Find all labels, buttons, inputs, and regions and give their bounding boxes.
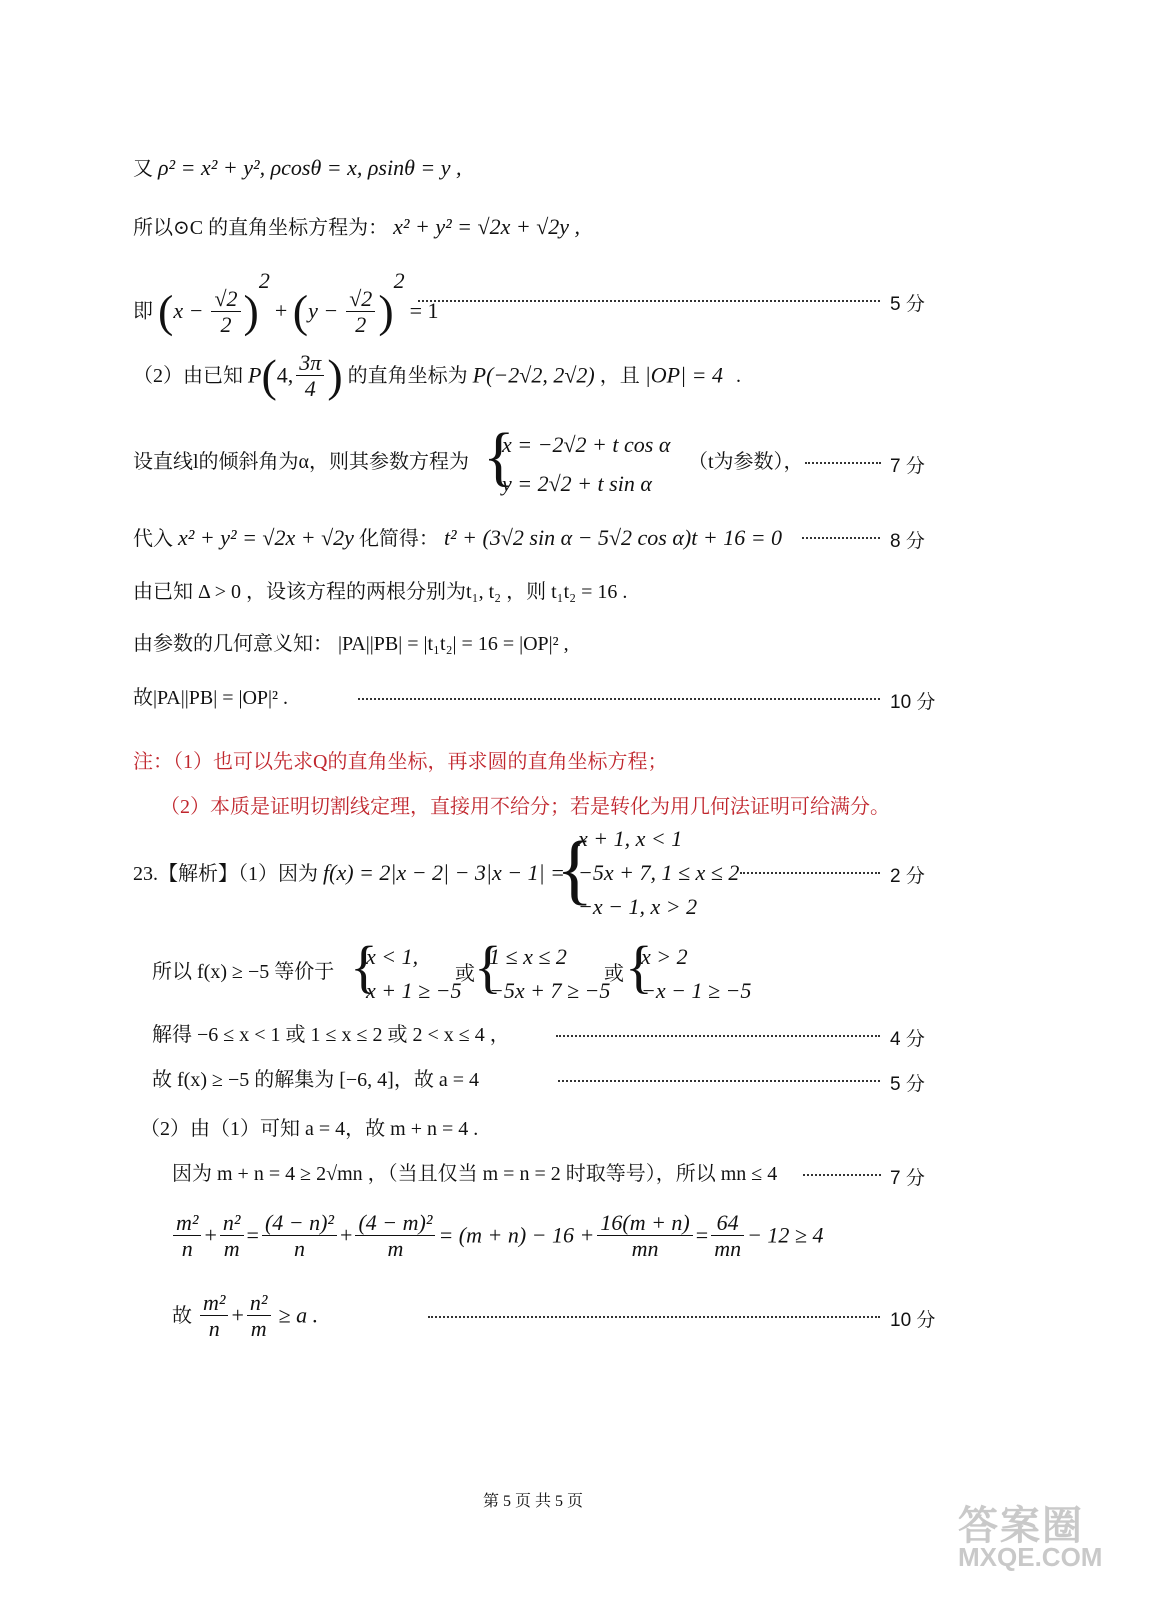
line-final: 故 $\frac{\text{m²}}{n}$ + $\frac{\text{n²}}{m}$ ≥ a . [172, 1290, 319, 1342]
score-7b: 7 分 [890, 1168, 925, 1189]
note-2: （2）本质是证明切割线定理，直接用不给分；若是转化为用几何法证明可给满分。 [160, 796, 890, 818]
score-4: 4 分 [890, 1029, 925, 1050]
score-10a: 10 分 [890, 692, 936, 713]
dot-leader-4 [556, 1035, 880, 1037]
dot-leader-10a [358, 698, 880, 700]
param-eq-x: x = −2√2 + t cos α [502, 432, 671, 457]
sys-c-2: −x − 1 ≥ −5 [641, 978, 752, 1003]
line-solution-set: 故 f(x) ≥ −5 的解集为 [−6, 4]，故 a = 4 [152, 1069, 479, 1091]
sys-a-2: x + 1 ≥ −5 [366, 978, 462, 1003]
sys-a-1: x < 1, [366, 944, 419, 969]
line-equivalent: 所以 f(x) ≥ −5 等价于 [152, 961, 335, 983]
line-geometry-meaning: 由参数的几何意义知： |PA||PB| = |t₁t₂| = 16 = |OP|² , [133, 633, 569, 655]
piece-3: −x − 1, x > 2 [578, 894, 698, 919]
line-roots: 由已知 Δ > 0 ，设该方程的两根分别为t₁, t₂ ，则 t₁t₂ = 16 . [133, 581, 628, 603]
sys-c-1: x > 2 [641, 944, 688, 969]
line-substitute: 代入 x² + y² = √2x + √2y 化简得： t² + (3√2 sin α − 5√2 cos α)t + 16 = 0 [133, 525, 783, 550]
score-5b: 5 分 [890, 1074, 925, 1095]
sys-b-1: 1 ≤ x ≤ 2 [489, 944, 567, 969]
circle-equation-math: x² + y² = √2x + √2y , [393, 214, 581, 239]
line-point-p: （2）由已知 P(4, $\frac{3\pi}{4}$ ) 的直角坐标为 P(−2√2, 2√2) ，且 |OP| = 4 . [133, 349, 742, 402]
system-brace-c: { [625, 934, 653, 999]
line-amgm: 因为 m + n = 4 ≥ 2√mn ，（当且仅当 m = n = 2 时取等号），所以 mn ≤ 4 [172, 1163, 778, 1185]
system-brace-f: { [556, 825, 594, 912]
p23-head: 23.【解析】（1）因为 f(x) = 2|x − 2| − 3|x − 1| = [133, 860, 565, 885]
dot-leader-10b [428, 1316, 880, 1318]
score-10b: 10 分 [890, 1310, 936, 1331]
sys-b-2: −5x + 7 ≥ −5 [489, 978, 611, 1003]
dot-leader-2 [740, 872, 880, 874]
score-7a: 7 分 [890, 456, 925, 477]
piece-1: x + 1, x < 1 [578, 826, 683, 851]
line-conclusion: 故|PA||PB| = |OP|² . [133, 687, 289, 709]
score-2: 2 分 [890, 866, 925, 887]
dot-leader-7b [803, 1174, 881, 1176]
dot-leader-8 [802, 537, 880, 539]
line-standard-form: 即 (x − $\frac{√2}{2}$ )$^2$ + (y − $\frac{√2}{2}$ )$^2$ = 1 [133, 268, 439, 337]
watermark-site-text: MXQE.COM [958, 1542, 1103, 1572]
param-note: （t为参数）， [688, 451, 804, 473]
note-1: 注：（1）也可以先求Q的直角坐标，再求圆的直角坐标方程； [133, 751, 668, 773]
watermark-logo-text: 答案圈 [958, 1504, 1084, 1548]
dot-leader-5 [418, 300, 880, 302]
line-circle-equation: 所以⊙C 的直角坐标方程为： x² + y² = √2x + √2y , [133, 214, 581, 239]
system-brace-a: { [350, 934, 378, 999]
line-param-intro: 设直线l的倾斜角为α，则其参数方程为 [133, 451, 470, 473]
system-brace-b: { [474, 934, 502, 999]
line-fraction-chain: $\frac{\text{m²}}{n}$ + $\frac{\text{n²}}{m}$ = $\frac{\text{(4 − n)²}}{n}$ + $\frac{\text{(4 − m)²}}{m}$ = (m + n) − 16 + $\frac{16(m + n)}{mn}$ = $\frac{64}{mn}$ − 12 ≥ 4 [170, 1210, 824, 1262]
dot-leader-5b [558, 1080, 880, 1082]
or-2: 或 [604, 963, 624, 985]
score-8: 8 分 [890, 531, 925, 552]
or-1: 或 [455, 963, 475, 985]
system-brace-param: { [483, 420, 515, 493]
page-footer: 第 5 页 共 5 页 [483, 1493, 584, 1510]
line-polar-relations: 又 ρ² = x² + y², ρcosθ = x, ρsinθ = y , [133, 155, 462, 180]
polar-relations-math: ρ² = x² + y², ρcosθ = x, ρsinθ = y , [158, 155, 462, 180]
line-part2: （2）由（1）可知 a = 4，故 m + n = 4 . [140, 1118, 479, 1140]
dot-leader-7a [805, 462, 881, 464]
line-solve: 解得 −6 ≤ x < 1 或 1 ≤ x ≤ 2 或 2 < x ≤ 4 ， [152, 1024, 510, 1046]
score-5: 5 分 [890, 294, 925, 315]
piece-2: −5x + 7, 1 ≤ x ≤ 2 [578, 860, 740, 885]
param-eq-y: y = 2√2 + t sin α [502, 471, 652, 496]
